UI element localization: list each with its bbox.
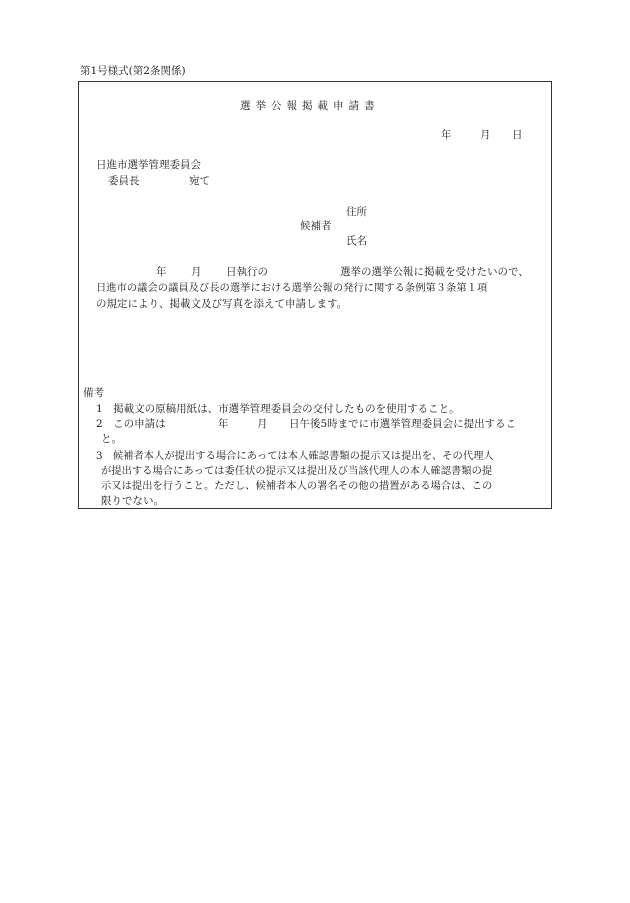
note-3-line3: 示又は提出を行うこと。ただし、候補者本人の署名その他の措置がある場合は、この [101, 480, 493, 492]
note-2-prefix: 2 この申請は [96, 418, 166, 430]
body-line3: の規定により、掲載文及び写真を添えて申請します。 [96, 298, 348, 310]
body-year: 年 [156, 266, 167, 278]
form-title: 選挙公報掲載申請書 [240, 100, 380, 112]
address-label: 住所 [346, 206, 367, 218]
note-3-line1: 3 候補者本人が提出する場合にあっては本人確認書類の提示又は提出を、その代理人 [96, 450, 494, 462]
date-day-label: 日 [512, 129, 523, 141]
body-day-execution: 日執行の [226, 266, 268, 278]
name-label: 氏名 [346, 235, 367, 247]
form-number: 第1号様式(第2条関係) [80, 65, 186, 77]
body-month: 月 [191, 266, 202, 278]
note-2-year: 年 [218, 418, 229, 430]
note-2-continuation: と。 [101, 433, 122, 445]
note-2-month: 月 [257, 418, 268, 430]
body-line2: 日進市の議会の議員及び長の選挙における選挙公報の発行に関する条例第３条第１項 [96, 282, 488, 294]
addressee-suffix: 宛て [189, 175, 210, 187]
date-year-label: 年 [441, 129, 452, 141]
note-3-line4: 限りでない。 [101, 495, 164, 507]
application-form-frame [78, 81, 552, 509]
candidate-label: 候補者 [300, 220, 332, 232]
addressee-position: 委員長 [108, 175, 140, 187]
notes-heading: 備考 [83, 387, 104, 399]
note-2-rest: 日午後5時までに市選挙管理委員会に提出するこ [289, 418, 517, 430]
addressee-organization: 日進市選挙管理委員会 [96, 159, 201, 171]
note-1: 1 掲載文の原稿用紙は、市選挙管理委員会の交付したものを使用すること。 [96, 403, 460, 415]
note-3-line2: が提出する場合にあっては委任状の提示又は提出及び当該代理人の本人確認書類の提 [101, 465, 493, 477]
date-month-label: 月 [480, 129, 491, 141]
body-line1: 選挙の選挙公報に掲載を受けたいので、 [340, 266, 529, 278]
